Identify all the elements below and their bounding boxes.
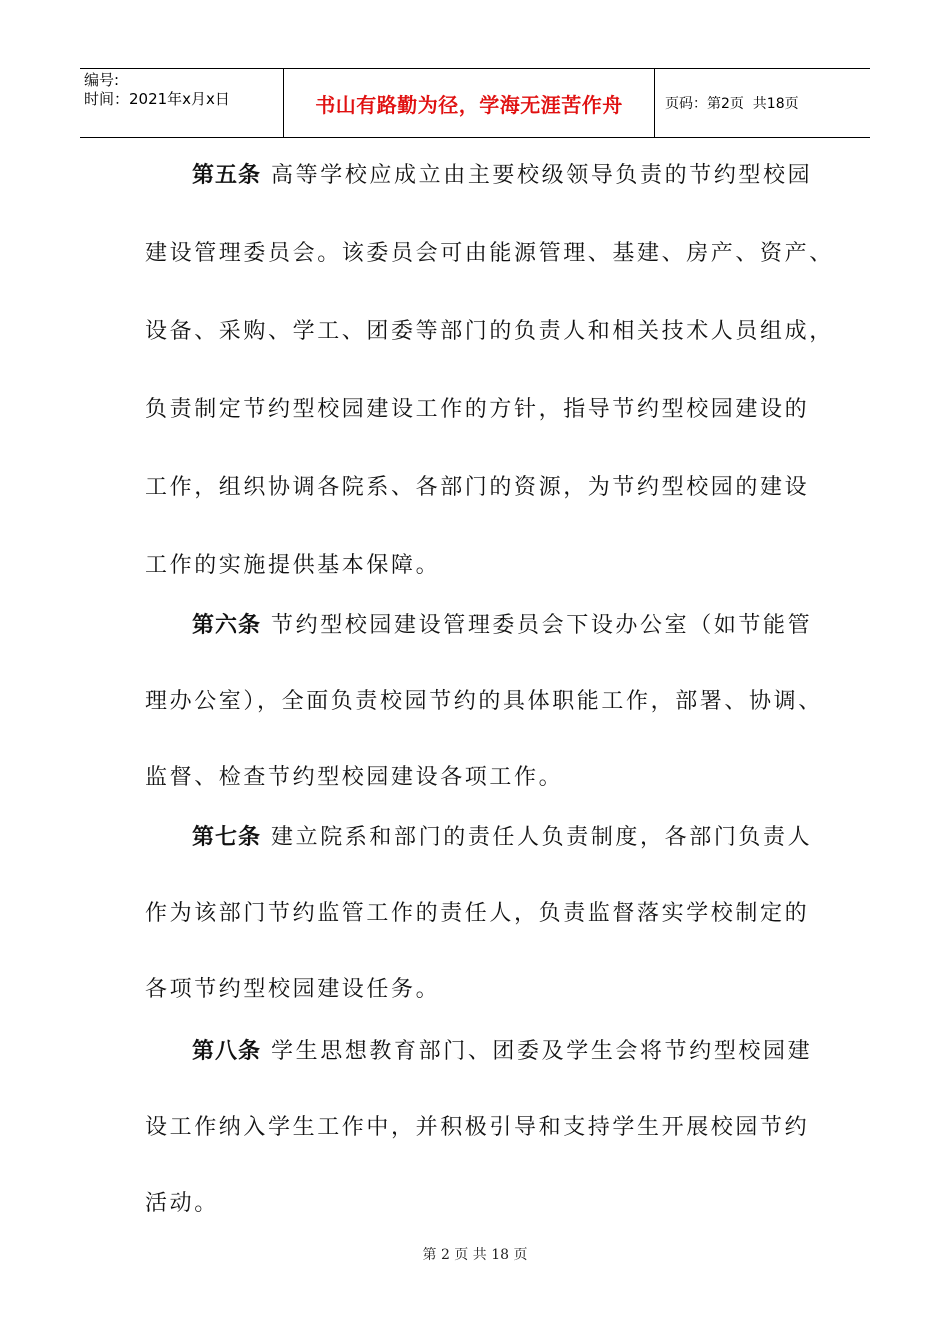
header-meta bbox=[80, 69, 283, 137]
article-number: 第五条 bbox=[192, 163, 262, 188]
article-number: 第七条 bbox=[192, 825, 262, 850]
paragraph-line: 活动。 bbox=[145, 1191, 219, 1216]
page-header bbox=[80, 68, 870, 138]
header-motto: 书山有路勤为径，学海无涯苦作舟 bbox=[315, 92, 623, 117]
paragraph-line: 理办公室），全面负责校园节约的具体职能工作，部署、协调、 bbox=[145, 689, 823, 714]
paragraph-line: 建设管理委员会。该委员会可由能源管理、基建、房产、资产、 bbox=[145, 241, 834, 266]
paragraph-line: 工作，组织协调各院系、各部门的资源，为节约型校园的建设 bbox=[145, 475, 810, 500]
paragraph-line: 工作的实施提供基本保障。 bbox=[145, 553, 441, 578]
paragraph-line: 各项节约型校园建设任务。 bbox=[145, 977, 441, 1002]
paragraph-line: 设工作纳入学生工作中，并积极引导和支持学生开展校园节约 bbox=[145, 1115, 810, 1140]
paragraph-line: 负责制定节约型校园建设工作的方针，指导节约型校园建设的 bbox=[145, 397, 810, 422]
paragraph-line bbox=[192, 608, 812, 639]
paragraph-text: 学生思想教育部门、团委及学生会将节约型校园建 bbox=[271, 1039, 813, 1064]
paragraph-text: 建立院系和部门的责任人负责制度，各部门负责人 bbox=[271, 825, 813, 850]
header-motto-cell bbox=[283, 69, 655, 137]
document-number-label: 编号: bbox=[84, 71, 120, 89]
paragraph-line bbox=[192, 820, 812, 851]
article-number: 第八条 bbox=[192, 1039, 262, 1064]
paragraph-line: 设备、采购、学工、团委等部门的负责人和相关技术人员组成， bbox=[145, 319, 834, 344]
header-page-cell bbox=[655, 69, 870, 137]
paragraph-line: 作为该部门节约监管工作的责任人，负责监督落实学校制定的 bbox=[145, 901, 810, 926]
article-number: 第六条 bbox=[192, 613, 262, 638]
paragraph-line bbox=[192, 1034, 812, 1065]
paragraph-text: 节约型校园建设管理委员会下设办公室（如节能管 bbox=[271, 613, 813, 638]
header-page-info: 页码：第2页 共18页 bbox=[665, 96, 799, 112]
paragraph-text: 高等学校应成立由主要校级领导负责的节约型校园 bbox=[271, 163, 813, 188]
document-date-label: 时间：2021年x月x日 bbox=[84, 90, 230, 108]
paragraph-line: 监督、检查节约型校园建设各项工作。 bbox=[145, 765, 564, 790]
page-footer: 第 2 页 共 18 页 bbox=[422, 1247, 528, 1263]
paragraph-line bbox=[192, 158, 812, 189]
